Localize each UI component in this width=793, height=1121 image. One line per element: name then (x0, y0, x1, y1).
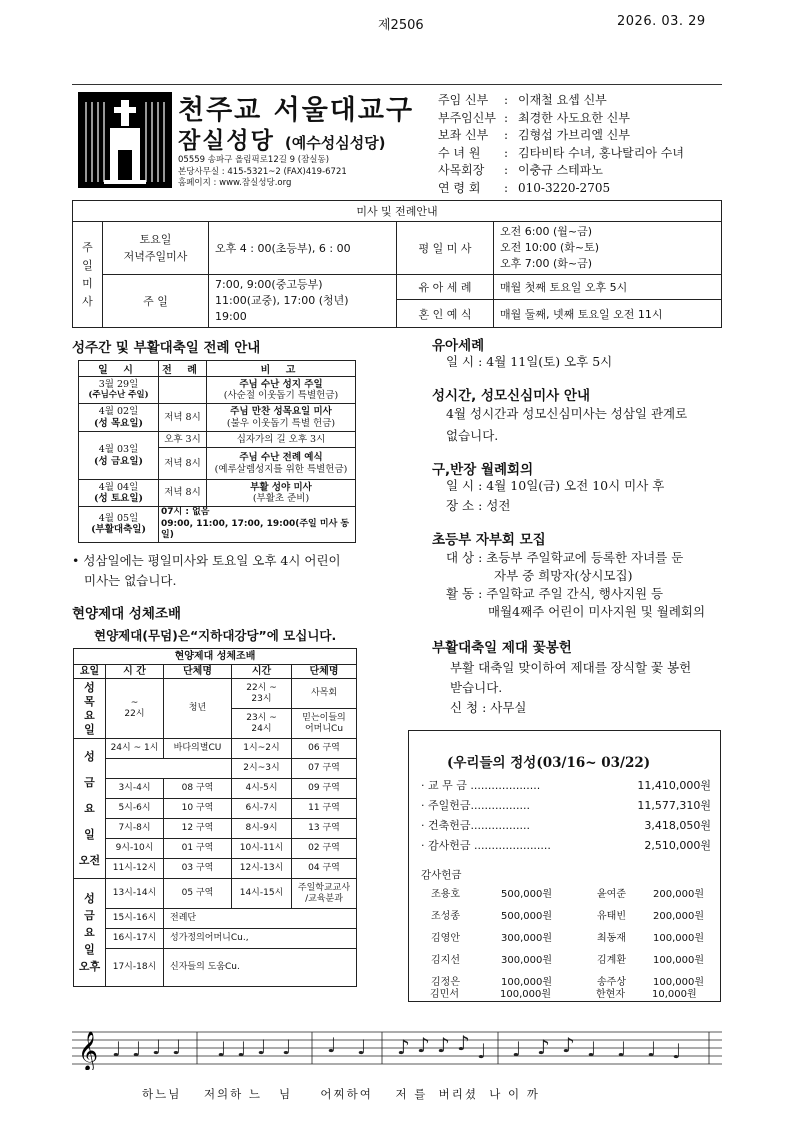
holy-time: 저녁 8시 (159, 448, 207, 480)
issue-number: 제2506 (378, 18, 424, 33)
adoration-time: 1시~2시 (232, 739, 292, 759)
adoration-group: 04 구역 (292, 859, 357, 879)
church-name: 잠실성당 (178, 128, 275, 154)
offering-amount: 11,410,000원 (637, 779, 711, 792)
table-row (79, 480, 356, 507)
sunday-label: 주 일 (103, 275, 209, 328)
wedding-label: 혼 인 예 식 (397, 300, 494, 328)
holy-note (207, 448, 356, 480)
thursday-time: ~ 22시 (106, 679, 164, 739)
svg-text:♩: ♩ (112, 1037, 122, 1061)
staff-name: 김형섭 가브리엘 신부 (518, 128, 630, 143)
holy-date (79, 404, 159, 432)
staff-role: 사목회장 (438, 163, 485, 178)
mass-schedule-table (72, 200, 722, 328)
donor-name: 김영안 (431, 933, 460, 944)
adoration-group: 신자들의 도움Cu. (164, 949, 357, 987)
holy-hour-line: 4월 성시간과 성모신심미사는 성삼일 관계로 (446, 406, 688, 421)
adoration-group: 바다의별CU (164, 739, 232, 759)
mass-table-title: 미사 및 전례안내 (73, 201, 722, 222)
col-time2: 시간 (232, 665, 292, 679)
song-lyrics: 하느님 저의하 느 님 어찌하여 저 를 버리셨 나 이 까 (142, 1087, 540, 1101)
offering-label: · 주일헌금................. (421, 799, 530, 812)
monthly-meeting-line: 장 소 : 성전 (446, 498, 511, 513)
friday-am-label: 성 금 요 일 오전 (74, 739, 106, 879)
adoration-time: 13시-14시 (106, 879, 164, 909)
friday-pm-label: 성 금 요 일 오후 (74, 879, 106, 987)
col-group2: 단체명 (292, 665, 357, 679)
svg-text:♪: ♪ (397, 1035, 410, 1059)
staff-row: 보좌 신부 : 김형섭 가브리엘 신부 (438, 127, 684, 145)
adoration-group: 07 구역 (292, 759, 357, 779)
adoration-group: 믿는이들의 어머니Cu (292, 709, 357, 739)
staff-role: 보좌 신부 (438, 128, 489, 143)
adoration-time: 22시 ~ 23시 (232, 679, 292, 709)
table-row (79, 404, 356, 432)
staff-row: 부주임신부 : 최경한 사도요한 신부 (438, 110, 684, 128)
day-name: (주님수난 주일) (88, 390, 149, 400)
donor-name: 조성종 (431, 911, 460, 922)
note-sub: (사순절 이웃돕기 특별헌금) (223, 390, 339, 401)
thursday-group: 청년 (164, 679, 232, 739)
gratitude-label: 감사헌금 (421, 869, 462, 881)
donor-name: 한현자 (596, 989, 625, 1000)
music-staff (72, 1024, 722, 1070)
date-text: 3월 29일 (98, 378, 139, 390)
note-main: 주님 만찬 성목요일 미사 (230, 406, 332, 417)
infant-baptism-label: 유 아 세 례 (397, 275, 494, 300)
adoration-time: 8시-9시 (232, 819, 292, 839)
svg-text:♩: ♩ (327, 1033, 337, 1057)
svg-text:♩: ♩ (237, 1037, 247, 1061)
holy-date (79, 432, 159, 480)
weekday-mass-times (494, 222, 722, 275)
easter-schedule (159, 507, 356, 543)
adoration-time: 23시 ~ 24시 (232, 709, 292, 739)
offerings-title: (우리들의 정성(03/16~ 03/22) (447, 755, 651, 771)
donor-amount: 200,000원 (653, 889, 705, 900)
holy-date (79, 377, 159, 404)
issue-date: 2026. 03. 29 (617, 14, 706, 29)
church-subtitle: (예수성심성당) (284, 134, 386, 152)
note-sub: (예루살렘성지를 위한 특별헌금) (214, 463, 348, 475)
note-sub: (부활초 준비) (252, 493, 310, 504)
adoration-time: 24시 ~ 1시 (106, 739, 164, 759)
staff-row: 사목회장 : 이충규 스테파노 (438, 162, 684, 180)
donor-amount: 500,000원 (501, 889, 553, 900)
adoration-group: 01 구역 (164, 839, 232, 859)
donor-name: 김계환 (597, 955, 626, 966)
sunday-time: 19:00 (215, 310, 247, 323)
offering-amount: 2,510,000원 (644, 839, 711, 852)
note-main: 부활 성야 미사 (250, 481, 312, 493)
office-phone: 본당사무실 : 415-5321~2 (FAX)419-6721 (178, 166, 347, 177)
kids-parents-line: 대 상 : 초등부 주일학교에 등록한 자녀를 둔 (446, 550, 684, 565)
kids-parents-line: 매월4째주 어린이 미사지원 및 월례회의 (488, 604, 706, 619)
donor-amount: 200,000원 (653, 911, 705, 922)
svg-text:♪: ♪ (437, 1033, 450, 1057)
offering-row (421, 817, 711, 833)
staff-row: 연 령 회 : 010-3220-2705 (438, 180, 684, 198)
flower-offering-line: 받습니다. (450, 680, 503, 695)
donor-amount: 100,000원 (501, 977, 553, 988)
weekday-time: 오전 10:00 (화~토) (500, 241, 599, 254)
svg-text:♪: ♪ (537, 1035, 550, 1059)
adoration-title: 현양제대 성체조배 (72, 606, 182, 622)
donor-amount: 100,000원 (653, 933, 705, 944)
table-row (79, 377, 356, 404)
svg-text:♩: ♩ (132, 1037, 142, 1061)
date-text: 4월 02일 (98, 406, 139, 417)
donor-name: 김지선 (431, 955, 460, 966)
svg-text:♩: ♩ (647, 1037, 657, 1061)
saturday-evening-label: 저녁주일미사 (123, 250, 188, 263)
saturday-mass-time: 오후 4 : 00(초등부), 6 : 00 (209, 222, 397, 275)
holy-time: 저녁 8시 (159, 404, 207, 432)
holy-time (159, 377, 207, 404)
wedding-value: 매월 둘째, 넷째 토요일 오전 11시 (494, 300, 722, 328)
note-sub: (불우 이웃돕기 특별 헌금) (226, 417, 336, 429)
holy-week-table (78, 360, 356, 543)
date-text: 4월 04일 (98, 481, 139, 493)
adoration-time: 14시-15시 (232, 879, 292, 909)
adoration-group: 전례단 (164, 909, 357, 929)
staff-role: 수 녀 원 (438, 145, 481, 160)
offering-amount: 3,418,050원 (644, 819, 711, 832)
donor-amount: 100,000원 (653, 977, 705, 988)
adoration-time: 11시-12시 (106, 859, 164, 879)
adoration-group: 09 구역 (292, 779, 357, 799)
donor-name: 조용호 (431, 889, 460, 900)
staff-name: 최경한 사도요한 신부 (518, 110, 630, 125)
church-address-block (178, 155, 347, 190)
holy-note: 십자가의 길 오후 3시 (207, 432, 356, 448)
note-line: • 성삼일에는 평일미사와 토요일 오후 4시 어린이 (72, 553, 341, 568)
kids-parents-line: 활 동 : 주일학교 주일 간식, 행사지원 등 (446, 586, 664, 601)
col-note: 비 고 (207, 361, 356, 377)
holy-date (79, 507, 159, 543)
staff-name: 이충규 스테파노 (518, 163, 603, 178)
note-line: 미사는 없습니다. (84, 573, 177, 588)
adoration-time: 5시-6시 (106, 799, 164, 819)
sunday-mass-times (209, 275, 397, 328)
svg-text:♩: ♩ (357, 1035, 367, 1059)
donor-name: 김민서 (430, 989, 459, 1000)
staff-name: 010-3220-2705 (518, 180, 611, 195)
svg-text:♩: ♩ (172, 1035, 182, 1059)
date-text: 4월 03일 (98, 444, 139, 455)
adoration-group: 10 구역 (164, 799, 232, 819)
flower-offering-line: 신 청 : 사무실 (450, 700, 527, 715)
donor-name: 송주상 (597, 977, 626, 988)
adoration-time: 10시-11시 (232, 839, 292, 859)
adoration-time: 15시-16시 (106, 909, 164, 929)
adoration-group: 11 구역 (292, 799, 357, 819)
svg-text:♪: ♪ (562, 1033, 575, 1057)
staff-role: 주임 신부 (438, 93, 489, 107)
day-name: (성 목요일) (93, 417, 143, 429)
donor-name: 김정은 (431, 977, 460, 988)
adoration-group: 13 구역 (292, 819, 357, 839)
offering-label: · 건축헌금................. (421, 819, 530, 832)
col-group: 단체명 (164, 665, 232, 679)
svg-text:♩: ♩ (257, 1035, 267, 1059)
saturday-label: 토요일 (139, 233, 172, 246)
staff-name: 이재철 요셉 신부 (518, 93, 607, 107)
adoration-group: 03 구역 (164, 859, 232, 879)
holy-time: 오후 3시 (159, 432, 207, 448)
saturday-mass-label (103, 222, 209, 275)
svg-text:♩: ♩ (282, 1035, 292, 1059)
adoration-time: 3시-4시 (106, 779, 164, 799)
adoration-time: 9시-10시 (106, 839, 164, 859)
church-logo (78, 92, 172, 188)
staff-list (438, 92, 684, 198)
adoration-group: 05 구역 (164, 879, 232, 909)
date-text: 4월 05일 (98, 512, 139, 524)
col-liturgy: 전 례 (159, 361, 207, 377)
adoration-group: 08 구역 (164, 779, 232, 799)
staff-row: 수 녀 원 : 김타비타 수녀, 홍나탈리아 수녀 (438, 145, 684, 163)
svg-text:♩: ♩ (617, 1037, 627, 1061)
svg-text:♪: ♪ (457, 1031, 470, 1055)
svg-text:♩: ♩ (512, 1037, 522, 1061)
donor-name: 윤여준 (597, 889, 626, 900)
adoration-time: 17시-18시 (106, 949, 164, 987)
donor-amount: 100,000원 (653, 955, 705, 966)
easter-note-main: 07시 : 없음 (161, 507, 210, 517)
svg-text:♩: ♩ (152, 1035, 162, 1059)
day-name: (성 금요일) (93, 455, 143, 467)
adoration-time: 16시-17시 (106, 929, 164, 949)
adoration-group: 주일학교교사 /교육분과 (292, 879, 357, 909)
adoration-group: 12 구역 (164, 819, 232, 839)
col-time: 시 간 (106, 665, 164, 679)
svg-text:♩: ♩ (217, 1037, 227, 1061)
adoration-time: 4시-5시 (232, 779, 292, 799)
offering-row (421, 797, 711, 813)
holy-hour-line: 없습니다. (446, 428, 499, 443)
weekday-time: 오전 6:00 (월~금) (500, 225, 592, 238)
note-main: 주님 수난 전례 예식 (239, 452, 323, 463)
table-row (79, 432, 356, 448)
donor-amount: 300,000원 (501, 933, 553, 944)
holy-note (207, 480, 356, 507)
svg-text:♪: ♪ (417, 1033, 430, 1057)
sunday-time: 11:00(교중), 17:00 (청년) (215, 294, 349, 307)
day-name: (부활대축일) (91, 524, 146, 536)
address: 05559 송파구 올림픽로12길 9 (잠실동) (178, 155, 330, 165)
thursday-label: 성 목 요 일 (74, 679, 106, 739)
weekday-time: 오후 7:00 (화~금) (500, 257, 592, 270)
offering-row (421, 777, 711, 793)
adoration-caption: 현양제대 성체조배 (74, 649, 357, 665)
holy-note (207, 404, 356, 432)
adoration-group: 02 구역 (292, 839, 357, 859)
staff-role: 부주임신부 (438, 110, 496, 125)
col-date: 일 시 (79, 361, 159, 377)
offering-row (421, 837, 711, 853)
donor-name: 최동재 (597, 933, 626, 944)
table-row (79, 507, 356, 543)
col-day: 요일 (74, 665, 106, 679)
treble-clef-icon: 𝄞 (78, 1031, 99, 1070)
weekday-mass-label: 평 일 미 사 (397, 222, 494, 275)
header-divider (72, 84, 722, 85)
church-name-title (178, 122, 386, 155)
infant-baptism-title: 유아세례 (432, 338, 485, 354)
adoration-group: 사목회 (292, 679, 357, 709)
offering-last-row (408, 982, 721, 1002)
infant-baptism-line: 일 시 : 4월 11일(토) 오후 5시 (446, 354, 613, 369)
staff-name: 김타비타 수녀, 홍나탈리아 수녀 (518, 145, 684, 160)
church-logo-icon (78, 92, 172, 188)
offering-amount: 11,577,310원 (637, 799, 711, 812)
adoration-time: 6시-7시 (232, 799, 292, 819)
adoration-group: 06 구역 (292, 739, 357, 759)
holy-week-title: 성주간 및 부활대축일 전례 안내 (72, 340, 261, 356)
donor-amount: 500,000원 (501, 911, 553, 922)
homepage: 홈페이지 : www.잠실성당.org (178, 178, 292, 188)
holy-hour-title: 성시간, 성모신심미사 안내 (432, 388, 590, 404)
infant-baptism-value: 매월 첫째 토요일 오후 5시 (494, 275, 722, 300)
sunday-mass-label: 주일 미사 (73, 222, 103, 328)
adoration-time: 7시-8시 (106, 819, 164, 839)
monthly-meeting-line: 일 시 : 4월 10일(금) 오전 10시 미사 후 (446, 478, 665, 493)
holy-date (79, 480, 159, 507)
svg-text:♩: ♩ (672, 1039, 682, 1063)
easter-note-times: 09:00, 11:00, 17:00, 19:00(주일 미사 동일) (161, 518, 350, 540)
adoration-group: 성가정의어머니Cu., (164, 929, 357, 949)
day-name: (성 토요일) (93, 493, 143, 504)
offering-label: · 교 무 금 .................... (421, 779, 541, 792)
offerings-box (408, 730, 721, 1002)
kids-parents-line: 자부 중 희망자(상시모집) (494, 568, 633, 583)
flower-offering-title: 부활대축일 제대 꽃봉헌 (432, 640, 572, 656)
flower-offering-line: 부활 대축일 맞이하여 제대를 장식할 꽃 봉헌 (450, 660, 692, 675)
holy-note (207, 377, 356, 404)
donor-amount: 300,000원 (501, 955, 553, 966)
holy-time: 저녁 8시 (159, 480, 207, 507)
svg-text:♩: ♩ (477, 1039, 487, 1063)
svg-text:♩: ♩ (587, 1037, 597, 1061)
adoration-table (73, 648, 357, 987)
monthly-meeting-title: 구,반장 월례회의 (432, 462, 534, 478)
donor-amount: 100,000원 (500, 989, 552, 1000)
adoration-subtitle: 현양제대(무덤)은“지하대강당”에 모십니다. (94, 628, 337, 643)
church-diocese-title: 천주교 서울대교구 (178, 95, 415, 126)
holy-week-note (72, 551, 341, 591)
staff-role: 연 령 회 (438, 180, 481, 195)
adoration-empty (106, 759, 232, 779)
adoration-time: 12시-13시 (232, 859, 292, 879)
donor-amount: 10,000원 (652, 989, 697, 1000)
note-main: 주님 수난 성지 주일 (239, 378, 323, 390)
staff-row: 주임 신부 : 이재철 요셉 신부 (438, 92, 684, 110)
offering-label: · 감사헌금 ...................... (421, 839, 551, 852)
donor-name: 유태빈 (597, 911, 626, 922)
kids-parents-title: 초등부 자부회 모집 (432, 532, 546, 548)
sunday-time: 7:00, 9:00(중고등부) (215, 278, 323, 291)
adoration-time: 2시~3시 (232, 759, 292, 779)
